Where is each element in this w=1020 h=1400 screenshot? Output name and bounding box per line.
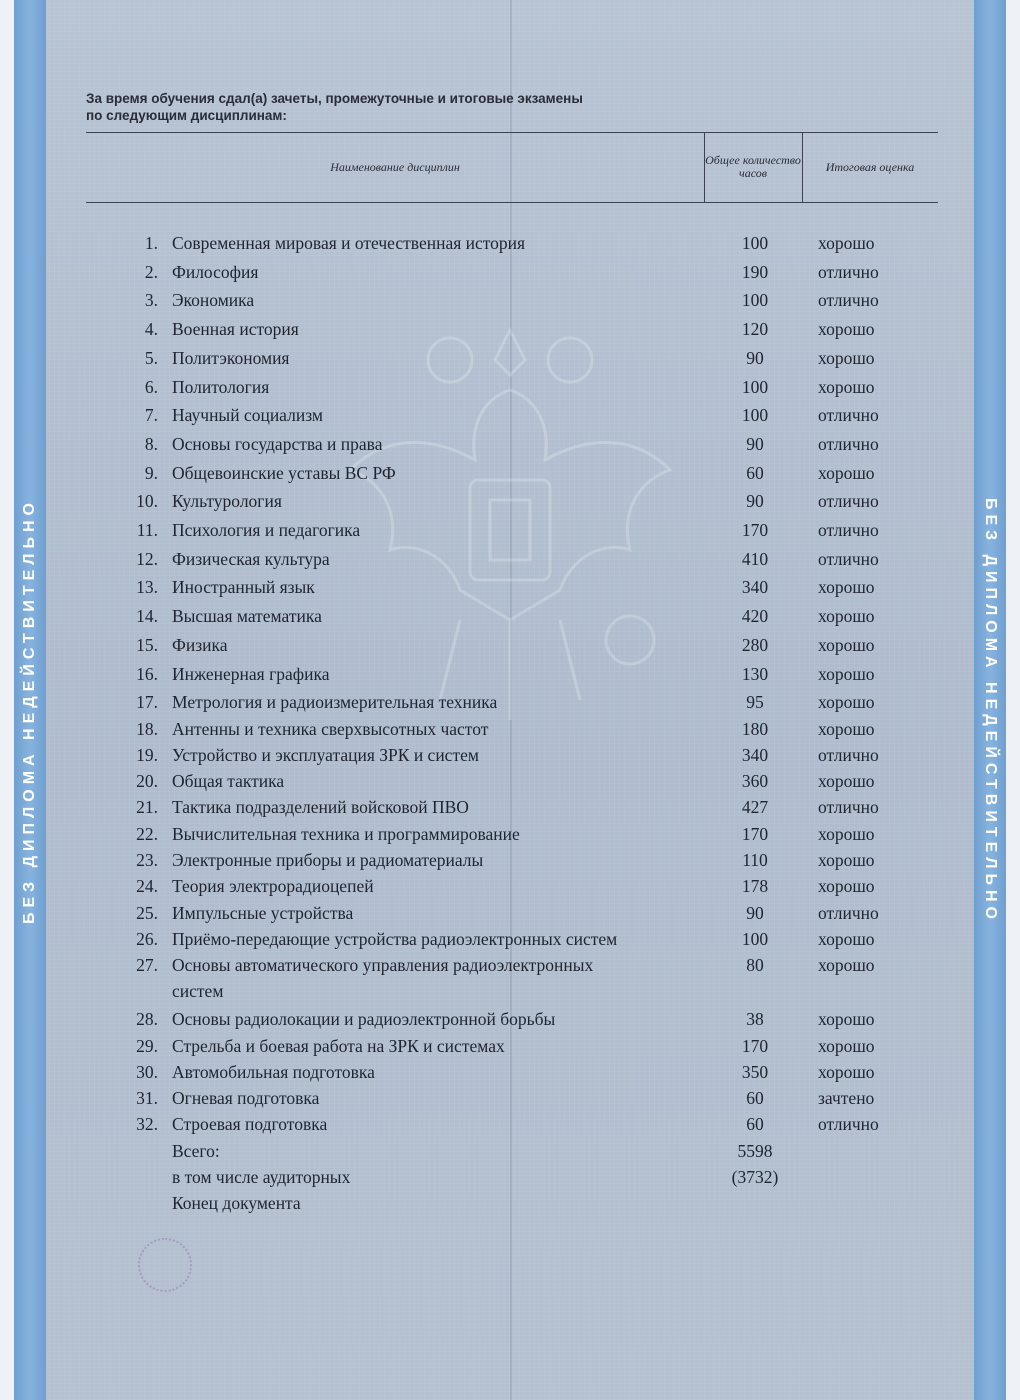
discipline-name-text: Стрельба и боевая работа на ЗРК и системах <box>172 1035 505 1056</box>
row-number: 3. <box>144 290 158 311</box>
discipline-name-text: Общая тактика <box>172 771 285 792</box>
discipline-hours: 90 <box>746 902 764 923</box>
document-heading <box>86 90 786 124</box>
discipline-name-text: Иностранный язык <box>172 577 315 598</box>
discipline-hours: 350 <box>741 1061 769 1082</box>
discipline-name <box>172 661 702 687</box>
discipline-name <box>172 460 702 486</box>
discipline-grade: отлично <box>818 520 879 540</box>
discipline-name <box>172 794 702 820</box>
discipline-grade: хорошо <box>818 823 875 844</box>
discipline-name-text: Психология и педагогика <box>172 520 361 540</box>
row-number: 6. <box>144 376 158 397</box>
discipline-name <box>172 230 702 256</box>
row-number: 31. <box>136 1088 158 1109</box>
discipline-hours: 80 <box>746 955 764 976</box>
discipline-name <box>172 574 702 600</box>
stripe-text-right: БЕЗ ДИПЛОМА НЕДЕЙСТВИТЕЛЬНО <box>982 498 999 924</box>
row-number: 25. <box>136 902 158 923</box>
row-number: 16. <box>136 663 158 684</box>
discipline-hours: 420 <box>741 606 769 627</box>
column-header-hours: Общее количество часов <box>705 153 801 180</box>
row-number: 14. <box>136 606 158 627</box>
row-number: 13. <box>136 577 158 598</box>
row-number: 1. <box>144 233 158 253</box>
row-number: 30. <box>136 1061 158 1082</box>
heading-line-2: по следующим дисциплинам: <box>86 108 287 123</box>
discipline-hours: 170 <box>741 823 769 844</box>
discipline-grade: хорошо <box>818 606 875 627</box>
discipline-name <box>172 431 702 457</box>
discipline-name <box>172 1111 702 1137</box>
discipline-hours: 110 <box>742 850 768 870</box>
discipline-name <box>172 900 702 926</box>
row-number: 21. <box>136 797 158 818</box>
discipline-hours: 360 <box>741 771 769 792</box>
discipline-grade: хорошо <box>818 376 875 397</box>
discipline-grade: хорошо <box>818 850 875 870</box>
discipline-name-text: Высшая математика <box>172 606 322 627</box>
discipline-grade: хорошо <box>818 233 875 253</box>
heading-line-1: За время обучения сдал(а) зачеты, промежуточные и итоговые экзамены <box>86 91 583 106</box>
discipline-name-text: Вычислительная техника и программирование <box>172 823 520 844</box>
total-label: Всего: <box>172 1141 220 1161</box>
discipline-name <box>172 1006 702 1032</box>
row-number: 8. <box>144 433 158 454</box>
discipline-grade: отлично <box>818 433 879 454</box>
end-of-document-label: Конец документа <box>172 1193 301 1213</box>
discipline-grade: хорошо <box>818 928 875 949</box>
row-number: 11. <box>136 520 158 540</box>
discipline-hours: 100 <box>741 376 769 397</box>
discipline-name <box>172 517 702 543</box>
discipline-hours: 180 <box>741 718 769 739</box>
row-number: 20. <box>136 771 158 792</box>
discipline-name-text: Военная история <box>172 319 299 340</box>
discipline-grade: отлично <box>818 491 879 512</box>
discipline-name-text: Общевоинские уставы ВС РФ <box>172 462 396 483</box>
discipline-grade: хорошо <box>818 663 875 684</box>
discipline-grade: отлично <box>818 405 879 426</box>
discipline-hours: 90 <box>746 347 764 368</box>
total-hours: 5598 <box>737 1141 773 1161</box>
discipline-grade: хорошо <box>818 347 875 368</box>
row-number: 4. <box>144 319 158 340</box>
row-number: 12. <box>136 548 158 569</box>
auditory-hours: (3732) <box>731 1167 779 1187</box>
discipline-name-text: Антенны и техника сверхвысотных частот <box>172 718 489 739</box>
column-header-discipline: Наименование дисциплин <box>330 159 460 174</box>
faint-stamp-mark <box>138 1238 192 1292</box>
row-number: 23. <box>136 850 158 870</box>
discipline-name-text: Приёмо-передающие устройства радиоэлектронных систем <box>172 928 618 949</box>
discipline-grade: хорошо <box>818 718 875 739</box>
discipline-name <box>172 847 702 873</box>
row-number: 19. <box>136 744 158 765</box>
discipline-hours: 90 <box>746 433 764 454</box>
discipline-hours: 340 <box>741 744 769 765</box>
discipline-name <box>172 926 702 952</box>
discipline-name-text: Строевая подготовка <box>172 1114 328 1135</box>
table-header-bottom-rule <box>86 202 938 203</box>
row-number: 29. <box>136 1035 158 1056</box>
discipline-grade: зачтено <box>818 1088 875 1109</box>
row-number: 18. <box>136 718 158 739</box>
discipline-name <box>172 603 702 629</box>
discipline-grade: хорошо <box>818 634 875 655</box>
discipline-name <box>172 488 702 514</box>
discipline-name <box>172 716 702 742</box>
discipline-name-text: Импульсные устройства <box>172 902 354 923</box>
discipline-grade: отлично <box>818 261 879 282</box>
discipline-grade: отлично <box>818 290 879 311</box>
discipline-grade: отлично <box>818 1114 879 1135</box>
row-number: 28. <box>136 1009 158 1030</box>
discipline-name-text: Устройство и эксплуатация ЗРК и систем <box>172 744 479 765</box>
discipline-name <box>172 1085 702 1111</box>
discipline-hours: 60 <box>746 1114 764 1135</box>
discipline-hours: 38 <box>746 1009 764 1030</box>
column-header-grade: Итоговая оценка <box>825 159 915 174</box>
discipline-hours: 427 <box>741 797 769 818</box>
discipline-name <box>172 952 702 1004</box>
discipline-hours: 90 <box>746 491 764 512</box>
discipline-name-text: Огневая подготовка <box>172 1088 320 1109</box>
discipline-hours: 410 <box>741 548 769 569</box>
discipline-name-text: Метрология и радиоизмерительная техника <box>172 692 498 713</box>
discipline-grade: хорошо <box>818 462 875 483</box>
discipline-name-text: Экономика <box>172 290 255 311</box>
discipline-name-text: Современная мировая и отечественная история <box>172 233 526 253</box>
discipline-hours: 100 <box>741 405 769 426</box>
discipline-name <box>172 259 702 285</box>
row-number: 15. <box>136 634 158 655</box>
discipline-name <box>172 345 702 371</box>
discipline-grade: хорошо <box>818 577 875 598</box>
discipline-grade: хорошо <box>818 876 875 897</box>
row-number: 5. <box>144 347 158 368</box>
discipline-name-text: Основы государства и права <box>172 433 383 454</box>
discipline-name-text: Основы автоматического управления радиоэлектронных <box>172 955 594 976</box>
discipline-grade: хорошо <box>818 319 875 340</box>
discipline-name-text: Тактика подразделений войсковой ПВО <box>172 797 469 818</box>
discipline-name-text: Научный социализм <box>172 405 323 426</box>
discipline-grade: отлично <box>818 902 879 923</box>
discipline-hours: 100 <box>741 290 769 311</box>
discipline-hours: 120 <box>741 319 769 340</box>
discipline-hours: 170 <box>741 1035 769 1056</box>
row-number: 17. <box>136 692 158 713</box>
discipline-name-text: Теория электрорадиоцепей <box>172 876 374 897</box>
discipline-name-text: Физика <box>172 634 228 655</box>
discipline-grade: отлично <box>818 548 879 569</box>
discipline-name <box>172 402 702 428</box>
discipline-grade: отлично <box>818 797 879 818</box>
discipline-name-text: Политология <box>172 376 270 397</box>
discipline-hours: 100 <box>741 233 769 253</box>
discipline-name <box>172 546 702 572</box>
discipline-name <box>172 1059 702 1085</box>
stripe-text-left: БЕЗ ДИПЛОМА НЕДЕЙСТВИТЕЛЬНО <box>21 498 38 924</box>
discipline-hours: 280 <box>741 634 769 655</box>
discipline-name-text: Философия <box>172 261 259 282</box>
row-number: 22. <box>136 823 158 844</box>
discipline-name-text: Основы радиолокации и радиоэлектронной борьбы <box>172 1009 556 1030</box>
row-number: 10. <box>136 491 158 512</box>
discipline-name <box>172 316 702 342</box>
row-number: 27. <box>136 955 158 976</box>
discipline-name <box>172 742 702 768</box>
discipline-name-continuation: систем <box>172 981 224 1002</box>
discipline-hours: 95 <box>746 692 764 713</box>
discipline-grade: хорошо <box>818 771 875 792</box>
discipline-grade: хорошо <box>818 955 875 976</box>
row-number: 9. <box>144 462 158 483</box>
row-number: 32. <box>136 1114 158 1135</box>
discipline-hours: 190 <box>741 261 769 282</box>
discipline-hours: 60 <box>746 1088 764 1109</box>
discipline-hours: 178 <box>741 876 769 897</box>
discipline-name <box>172 873 702 899</box>
discipline-hours: 60 <box>746 462 764 483</box>
row-number: 24. <box>136 876 158 897</box>
discipline-name <box>172 821 702 847</box>
discipline-grade: хорошо <box>818 1009 875 1030</box>
discipline-grade: хорошо <box>818 692 875 713</box>
discipline-hours: 100 <box>741 928 769 949</box>
discipline-hours: 130 <box>741 663 769 684</box>
discipline-name-text: Электронные приборы и радиоматериалы <box>172 850 484 870</box>
discipline-name <box>172 1033 702 1059</box>
discipline-name-text: Инженерная графика <box>172 663 330 684</box>
discipline-grade: хорошо <box>818 1035 875 1056</box>
discipline-name-text: Политэкономия <box>172 347 290 368</box>
row-number: 2. <box>144 261 158 282</box>
discipline-name <box>172 374 702 400</box>
discipline-name <box>172 632 702 658</box>
discipline-name-text: Автомобильная подготовка <box>172 1061 375 1082</box>
discipline-hours: 170 <box>741 520 769 540</box>
discipline-name-text: Культурология <box>172 491 282 512</box>
discipline-name-text: Физическая культура <box>172 548 330 569</box>
security-stripe-right <box>974 0 1006 1400</box>
discipline-name <box>172 287 702 313</box>
row-number: 26. <box>136 928 158 949</box>
discipline-name <box>172 768 702 794</box>
security-stripe-left <box>14 0 46 1400</box>
discipline-hours: 340 <box>741 577 769 598</box>
discipline-grade: отлично <box>818 744 879 765</box>
auditory-label: в том числе аудиторных <box>172 1167 351 1187</box>
discipline-grade: хорошо <box>818 1061 875 1082</box>
row-number: 7. <box>144 405 158 426</box>
discipline-name <box>172 689 702 715</box>
